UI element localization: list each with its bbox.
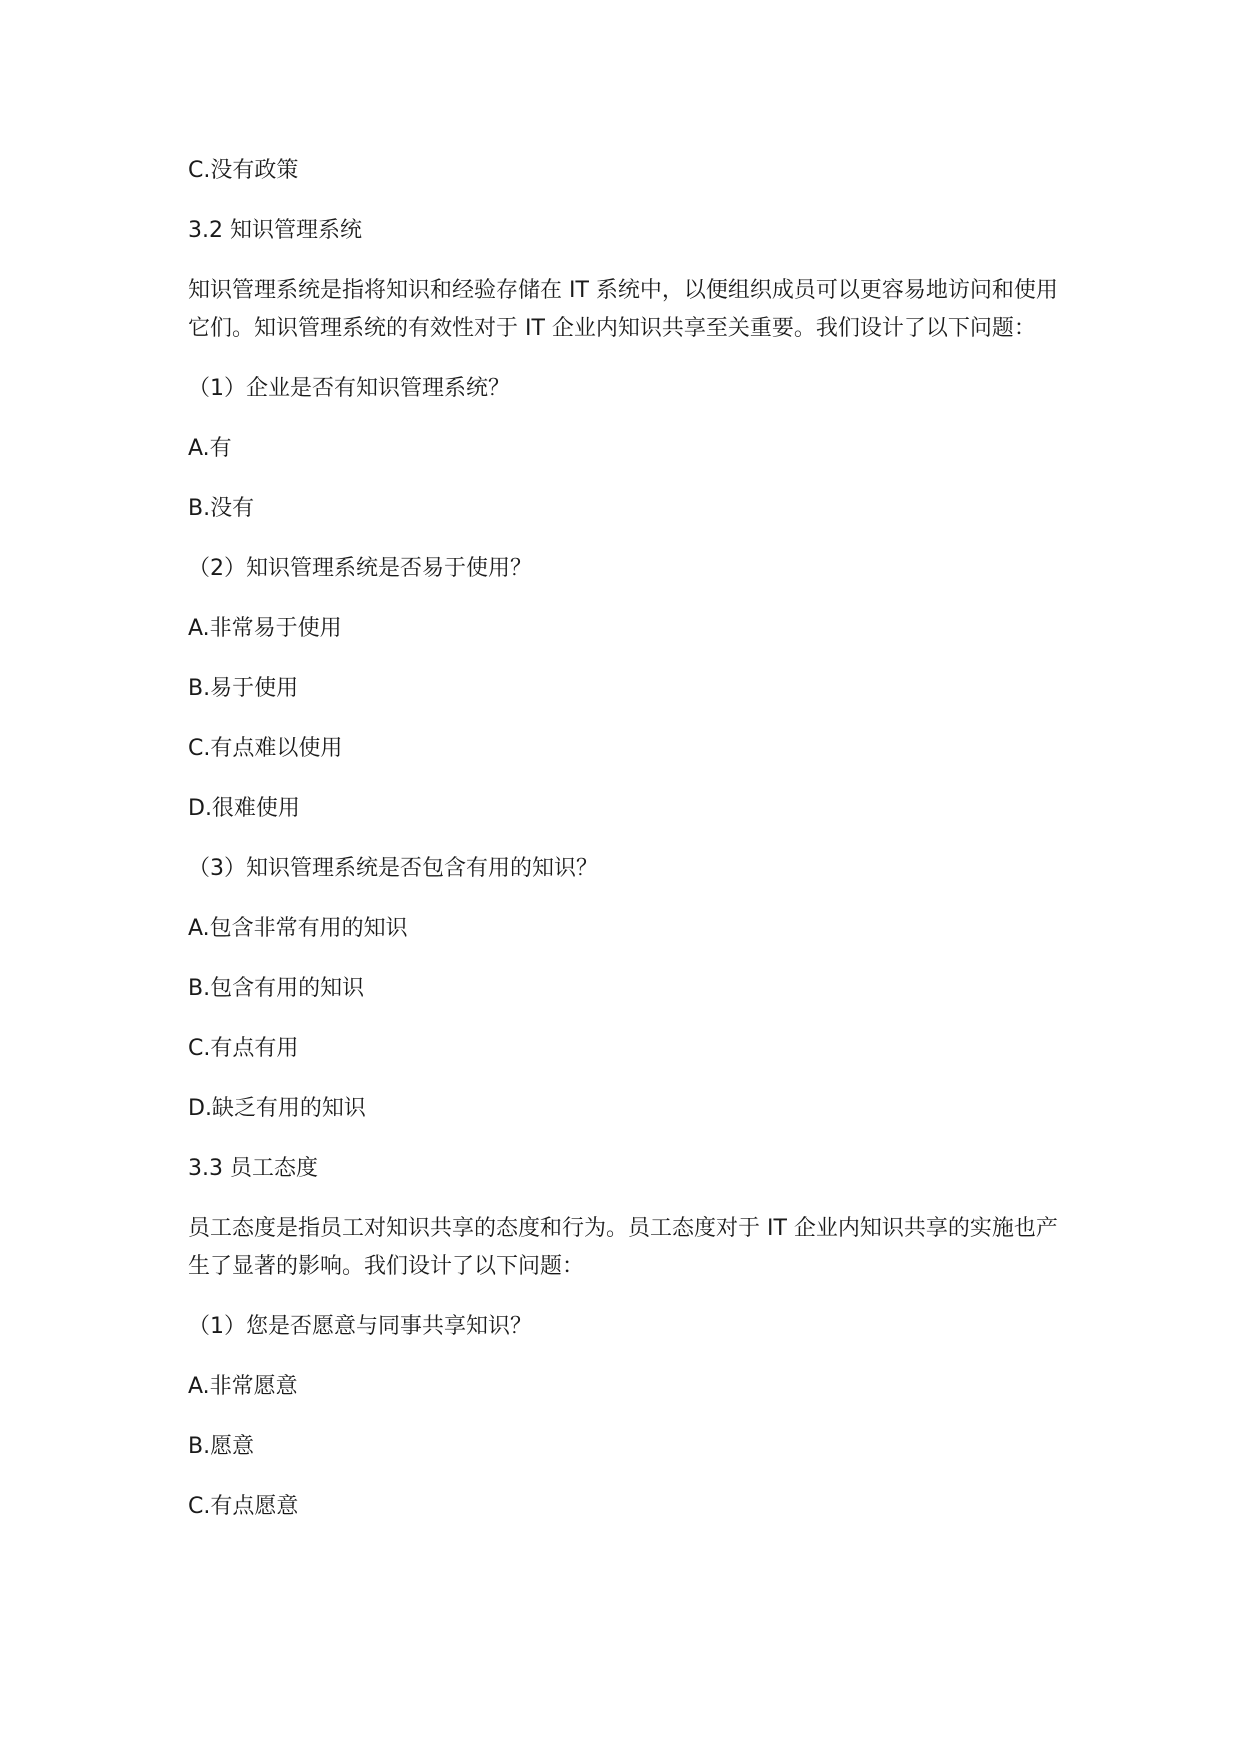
option-text: A.非常愿意 xyxy=(188,1374,298,1399)
option-text: C.有点有用 xyxy=(188,1036,299,1061)
option-text: A.包含非常有用的知识 xyxy=(188,916,408,941)
option-text: B.包含有用的知识 xyxy=(188,976,365,1001)
question-text: （1）企业是否有知识管理系统？ xyxy=(188,376,510,401)
question-text: （3）知识管理系统是否包含有用的知识？ xyxy=(188,856,598,881)
option-text: C.有点愿意 xyxy=(188,1494,299,1519)
option-text: D.缺乏有用的知识 xyxy=(188,1096,366,1121)
option-text: B.易于使用 xyxy=(188,676,299,701)
option-text: C.有点难以使用 xyxy=(188,736,343,761)
question-text: （1）您是否愿意与同事共享知识？ xyxy=(188,1314,532,1339)
paragraph: 知识管理系统是指将知识和经验存储在 IT 系统中，以便组织成员可以更容易地访问和使用它们。知识管理系统的有效性对于 IT 企业内知识共享至关重要。我们设计了以下问题： xyxy=(188,278,1058,341)
option-text: A.有 xyxy=(188,436,232,461)
option-text: B.愿意 xyxy=(188,1434,255,1459)
option-text: A.非常易于使用 xyxy=(188,616,342,641)
section-heading: 3.3 员工态度 xyxy=(188,1156,318,1181)
option-text: D.很难使用 xyxy=(188,796,300,821)
paragraph: 员工态度是指员工对知识共享的态度和行为。员工态度对于 IT 企业内知识共享的实施也产生了显著的影响。我们设计了以下问题： xyxy=(188,1216,1058,1279)
question-text: （2）知识管理系统是否易于使用？ xyxy=(188,556,532,581)
document-body xyxy=(188,152,1058,1548)
section-heading: 3.2 知识管理系统 xyxy=(188,218,362,243)
option-text: C.没有政策 xyxy=(188,158,299,183)
option-text: B.没有 xyxy=(188,496,255,521)
